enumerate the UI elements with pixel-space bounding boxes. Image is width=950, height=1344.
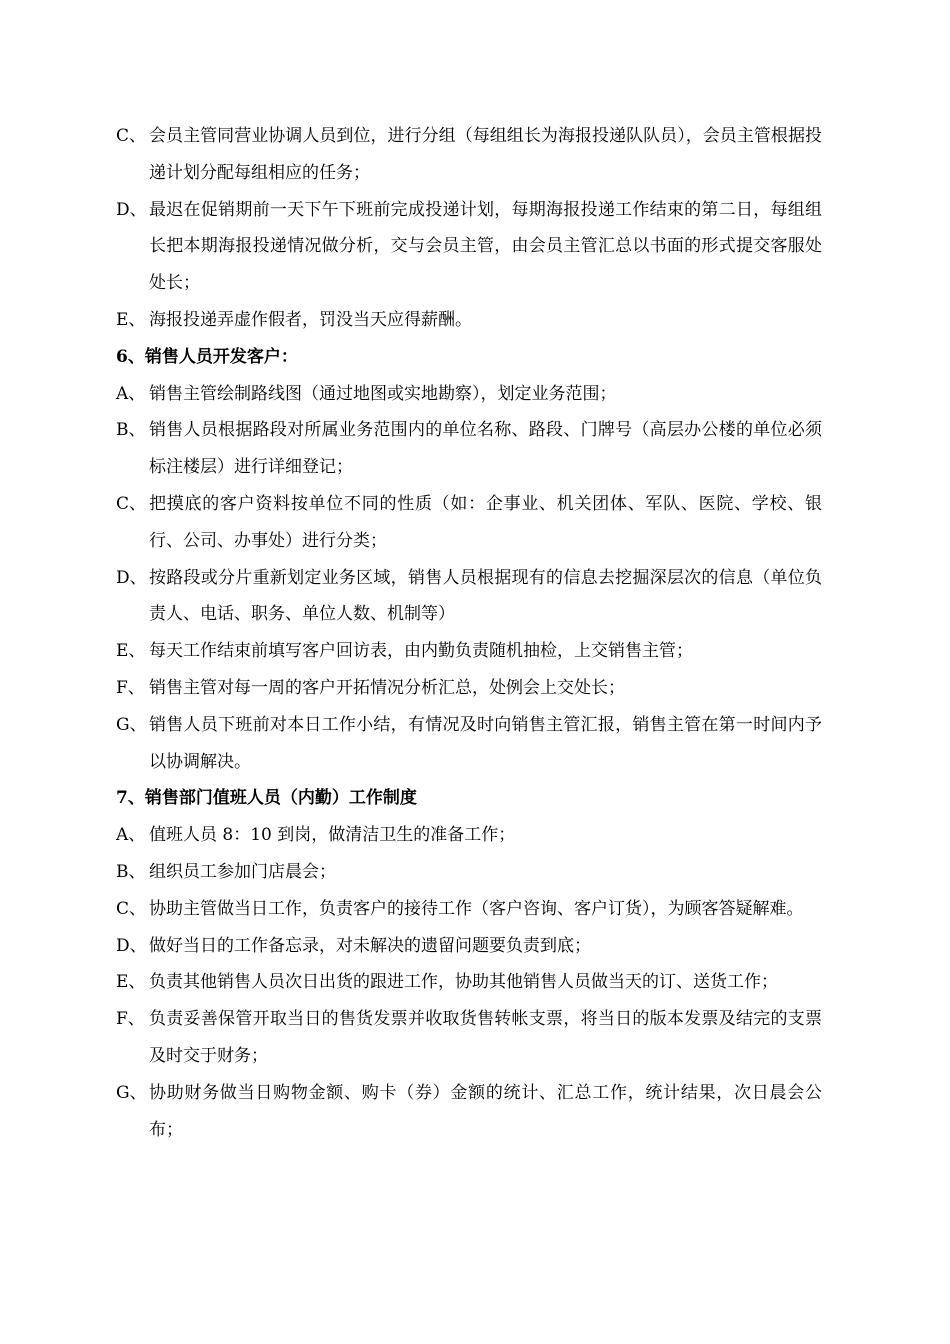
- item-text: 销售主管对每一周的客户开拓情况分析汇总，处例会上交处长；: [149, 677, 625, 698]
- list-item: [116, 1075, 822, 1149]
- item-text: 负责其他销售人员次日出货的跟进工作，协助其他销售人员做当天的订、送货工作；: [149, 972, 778, 993]
- list-item: [116, 670, 822, 707]
- item-label: A、: [116, 825, 146, 846]
- list-item: [116, 376, 822, 413]
- list-item: [116, 964, 822, 1001]
- list-item: [116, 486, 822, 560]
- item-label: C、: [116, 493, 147, 514]
- item-label: C、: [116, 126, 147, 146]
- list-item: [116, 707, 822, 781]
- item-label: F、: [116, 1009, 145, 1030]
- item-text: 按路段或分片重新划定业务区域，销售人员根据现有的信息去挖掘深层次的信息（单位负责人、电话、职务、单位人数、机制等）: [149, 567, 822, 625]
- document-body: [116, 118, 822, 1148]
- list-item: [116, 854, 822, 891]
- item-label: A、: [116, 383, 146, 404]
- item-text: 销售人员根据路段对所属业务范围内的单位名称、路段、门牌号（高层办公楼的单位必须标注楼层）进行详细登记；: [149, 420, 822, 478]
- list-item: [116, 1001, 822, 1075]
- item-label: D、: [116, 935, 147, 956]
- item-label: G、: [116, 1082, 147, 1103]
- list-item: [116, 192, 822, 302]
- item-text: 海报投递弄虚作假者，罚没当天应得薪酬。: [149, 309, 472, 330]
- item-text: 组织员工参加门店晨会；: [149, 861, 336, 882]
- section-heading: 6、销售人员开发客户：: [116, 346, 298, 367]
- item-label: G、: [116, 714, 147, 735]
- item-label: B、: [116, 420, 146, 441]
- item-text: 负责妥善保管开取当日的售货发票并收取货售转帐支票，将当日的版本发票及结完的支票及时交于财务；: [149, 1009, 822, 1066]
- item-text: 做好当日的工作备忘录，对未解决的遗留问题要负责到底；: [149, 935, 591, 956]
- list-item: [116, 412, 822, 486]
- list-item: [116, 118, 822, 192]
- item-label: B、: [116, 861, 146, 882]
- item-text: 协助财务做当日购物金额、购卡（券）金额的统计、汇总工作，统计结果，次日晨会公布；: [149, 1082, 822, 1140]
- list-item: [116, 928, 822, 965]
- item-label: D、: [116, 567, 147, 588]
- item-label: E、: [116, 641, 146, 662]
- item-label: D、: [116, 199, 147, 220]
- item-text: 销售人员下班前对本日工作小结，有情况及时向销售主管汇报，销售主管在第一时间内予以协调解决。: [149, 714, 822, 772]
- item-text: 把摸底的客户资料按单位不同的性质（如：企事业、机关团体、军队、医院、学校、银行、公司、办事处）进行分类；: [149, 493, 822, 551]
- list-item: [116, 633, 822, 670]
- item-text: 值班人员 8：10 到岗，做清洁卫生的准备工作；: [149, 825, 516, 846]
- item-text: 每天工作结束前填写客户回访表，由内勤负责随机抽检，上交销售主管；: [149, 641, 693, 662]
- section-heading: 7、销售部门值班人员（内勤）工作制度: [116, 788, 417, 809]
- item-text: 销售主管绘制路线图（通过地图或实地勘察），划定业务范围；: [149, 383, 617, 404]
- item-label: E、: [116, 972, 146, 993]
- item-text: 最迟在促销期前一天下午下班前完成投递计划，每期海报投递工作结束的第二日，每组组长把本期海报投递情况做分析，交与会员主管，由会员主管汇总以书面的形式提交客服处处长；: [149, 199, 822, 294]
- item-label: E、: [116, 309, 146, 330]
- item-text: 会员主管同营业协调人员到位，进行分组（每组组长为海报投递队队员），会员主管根据投递计划分配每组相应的任务；: [149, 126, 822, 183]
- item-label: C、: [116, 898, 147, 919]
- item-label: F、: [116, 677, 145, 698]
- list-item: [116, 817, 822, 854]
- item-text: 协助主管做当日工作，负责客户的接待工作（客户咨询、客户订货），为顾客答疑解难。: [149, 898, 804, 919]
- list-item: [116, 560, 822, 634]
- list-item: [116, 891, 822, 928]
- list-item: [116, 302, 822, 339]
